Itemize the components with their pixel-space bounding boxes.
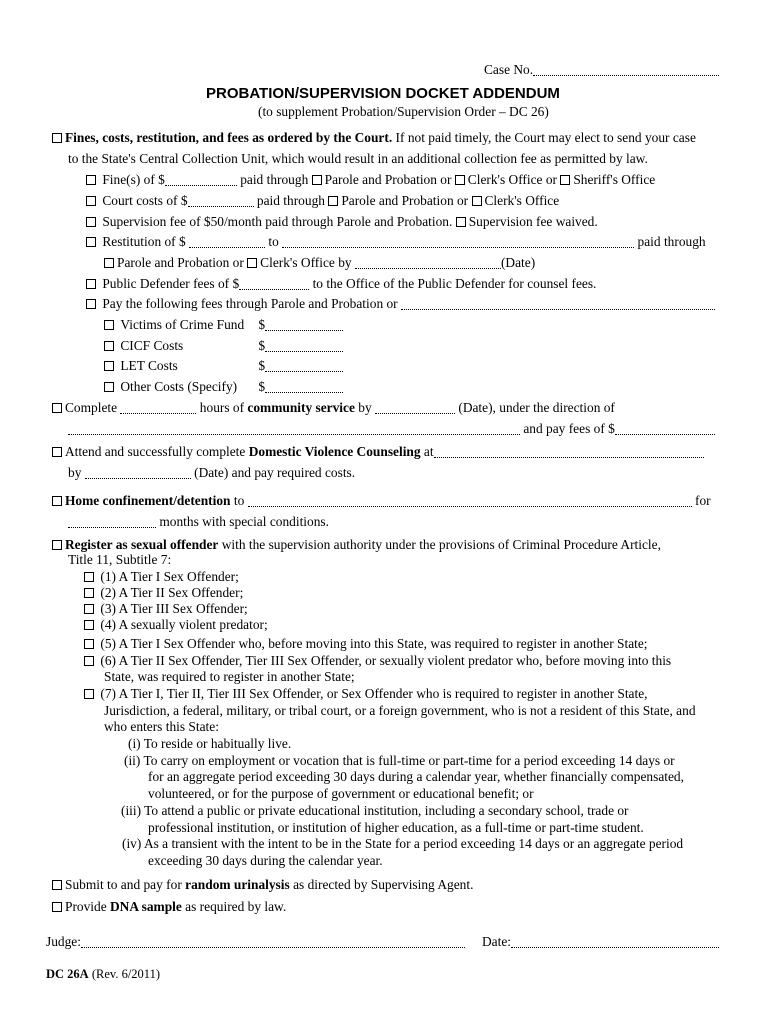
pay-following-checkbox[interactable] — [86, 299, 96, 309]
urinalysis-checkbox[interactable] — [52, 880, 62, 890]
restitution-amount-field[interactable] — [189, 236, 265, 248]
community-service-label: community service — [247, 400, 355, 415]
counseling-location-field[interactable] — [434, 446, 704, 458]
pay-following-row — [86, 296, 715, 312]
fines-heading: Fines, costs, restitution, and fees as ordered by the Court. — [65, 130, 393, 145]
tier-item-cont: State, was required to register in another State; — [104, 669, 355, 684]
pay-following-field[interactable] — [401, 298, 715, 310]
date-row — [482, 934, 719, 950]
page-title: PROBATION/SUPERVISION DOCKET ADDENDUM — [206, 85, 560, 102]
sub-item-cont: for an aggregate period exceeding 30 days during a calendar year, whether financially compensated, — [148, 769, 684, 784]
tier-checkbox[interactable] — [84, 689, 94, 699]
dna-row — [52, 899, 286, 915]
fines-text: If not paid timely, the Court may elect to send your case — [392, 130, 696, 145]
register-row — [52, 537, 661, 553]
tier-item — [84, 617, 268, 633]
domestic-checkbox[interactable] — [52, 447, 62, 457]
domestic-violence-label: Domestic Violence Counseling — [248, 444, 421, 459]
cicf-checkbox[interactable] — [104, 341, 114, 351]
judge-field[interactable] — [81, 936, 465, 948]
supervision-waived-checkbox[interactable] — [456, 217, 466, 227]
tier-item — [84, 686, 648, 702]
tier-checkbox[interactable] — [84, 639, 94, 649]
judge-row — [46, 934, 465, 950]
fines-checkbox[interactable] — [52, 133, 62, 143]
tier-item — [84, 653, 671, 669]
tier-label: (2) A Tier II Sex Offender; — [100, 585, 244, 600]
date-label: (Date) — [500, 255, 536, 270]
pay-fees-label: and pay fees of $ — [523, 421, 615, 436]
urinalysis-post: as directed by Supervising Agent. — [293, 877, 474, 892]
tier-item-cont: Jurisdiction, a federal, military, or tribal court, or a foreign government, who is not a resident of this State, and — [104, 703, 696, 718]
parole-checkbox[interactable] — [104, 258, 114, 268]
tier-item — [84, 601, 248, 617]
parole-label: Parole and Probation or — [117, 255, 244, 270]
clerk-checkbox[interactable] — [472, 196, 482, 206]
dollar-sign: $ — [258, 338, 266, 353]
public-defender-field[interactable] — [239, 278, 309, 290]
paid-through-label: paid through — [637, 234, 706, 249]
court-costs-checkbox[interactable] — [86, 196, 96, 206]
clerk-checkbox[interactable] — [247, 258, 257, 268]
let-field[interactable] — [265, 360, 343, 372]
tier-item — [84, 569, 239, 585]
public-defender-text: to the Office of the Public Defender for counsel fees. — [312, 276, 597, 291]
domestic-row — [52, 444, 704, 460]
fines-text-line2: to the State's Central Collection Unit, which would result in an additional collection fee as permitted by law. — [68, 151, 648, 166]
tier-label: (7) A Tier I, Tier II, Tier III Sex Offender, or Sex Offender who is required to register in another State, — [100, 686, 648, 701]
urinalysis-row — [52, 877, 473, 893]
hours-of-label: hours of — [199, 400, 245, 415]
cicf-field[interactable] — [265, 340, 343, 352]
let-checkbox[interactable] — [104, 361, 114, 371]
community-fees-field[interactable] — [615, 423, 715, 435]
date-field[interactable] — [511, 936, 719, 948]
dollar-sign: $ — [258, 317, 266, 332]
parole-label: Parole and Probation or — [341, 193, 469, 208]
tier-checkbox[interactable] — [84, 572, 94, 582]
victims-row — [104, 317, 343, 333]
months-field[interactable] — [68, 516, 156, 528]
other-costs-label: Other Costs (Specify) — [120, 379, 238, 394]
clerk-checkbox[interactable] — [455, 175, 465, 185]
restitution-checkbox[interactable] — [86, 237, 96, 247]
register-checkbox[interactable] — [52, 540, 62, 550]
tier-item-cont: who enters this State: — [104, 719, 219, 734]
pay-following-label: Pay the following fees through Parole and Probation or — [102, 296, 398, 311]
victims-field[interactable] — [265, 319, 343, 331]
hours-field[interactable] — [120, 402, 196, 414]
form-revision: (Rev. 6/2011) — [91, 967, 161, 981]
paid-through-label: paid through — [240, 172, 309, 187]
home-row2 — [68, 514, 329, 530]
tier-item — [84, 636, 648, 652]
clerk-by-label: Clerk's Office by — [260, 255, 352, 270]
sub-item-cont: volunteered, or for the purpose of government or educational benefit; or — [148, 786, 534, 801]
community-checkbox[interactable] — [52, 403, 62, 413]
case-no-label: Case No. — [484, 62, 534, 77]
cicf-row — [104, 338, 343, 354]
cicf-label: CICF Costs — [120, 338, 184, 353]
domestic-date-field[interactable] — [85, 467, 191, 479]
public-defender-label: Public Defender fees of $ — [102, 276, 240, 291]
community-date-field[interactable] — [375, 402, 455, 414]
home-confinement-label: Home confinement/detention — [65, 493, 231, 508]
page-subtitle: (to supplement Probation/Supervision Order – DC 26) — [258, 104, 549, 119]
sheriff-label: Sheriff's Office — [573, 172, 656, 187]
restitution-row — [86, 234, 722, 250]
clerk-label: Clerk's Office — [484, 193, 560, 208]
date-direction-label: (Date), under the direction of — [458, 400, 615, 415]
for-label: for — [695, 493, 711, 508]
home-location-field[interactable] — [248, 495, 692, 507]
sub-item: (ii) To carry on employment or vocation that is full-time or part-time for a period exceeding 14 days or — [124, 753, 675, 768]
sub-item: (iv) As a transient with the intent to be in the State for a period exceeding 14 days or an aggregate period — [122, 836, 684, 851]
judge-label: Judge: — [46, 934, 81, 949]
home-checkbox[interactable] — [52, 496, 62, 506]
dna-post: as required by law. — [185, 899, 287, 914]
tier-label: (4) A sexually violent predator; — [100, 617, 268, 632]
restitution-row2 — [104, 255, 535, 271]
let-row — [104, 358, 343, 374]
domestic-rest-label: (Date) and pay required costs. — [194, 465, 356, 480]
register-label: Register as sexual offender — [65, 537, 219, 552]
urinalysis-label: random urinalysis — [185, 877, 290, 892]
restitution-label: Restitution of $ — [102, 234, 186, 249]
direction-field[interactable] — [68, 423, 520, 435]
other-costs-field[interactable] — [265, 381, 343, 393]
parole-checkbox[interactable] — [328, 196, 338, 206]
parole-label: Parole and Probation or — [324, 172, 452, 187]
to-label: to — [233, 493, 245, 508]
register-text: with the supervision authority under the provisions of Criminal Procedure Article, — [221, 537, 661, 552]
sheriff-checkbox[interactable] — [560, 175, 570, 185]
form-id: DC 26A — [46, 967, 89, 981]
dollar-sign: $ — [258, 379, 266, 394]
victims-checkbox[interactable] — [104, 320, 114, 330]
dna-pre: Provide — [65, 899, 107, 914]
dollar-sign: $ — [258, 358, 266, 373]
court-costs-row — [86, 193, 559, 209]
restitution-recipient-field[interactable] — [282, 236, 634, 248]
tier-label: (3) A Tier III Sex Offender; — [100, 601, 248, 616]
by-label: by — [68, 465, 82, 480]
attend-label: Attend and successfully complete — [65, 444, 246, 459]
tier-checkbox[interactable] — [84, 604, 94, 614]
register-line2: Title 11, Subtitle 7: — [68, 552, 172, 567]
dna-checkbox[interactable] — [52, 902, 62, 912]
fine-checkbox[interactable] — [86, 175, 96, 185]
tier-checkbox[interactable] — [84, 588, 94, 598]
public-defender-checkbox[interactable] — [86, 279, 96, 289]
fine-label: Fine(s) of $ — [102, 172, 165, 187]
clerk-label: Clerk's Office or — [467, 172, 557, 187]
court-costs-label: Court costs of $ — [102, 193, 188, 208]
other-costs-row — [104, 379, 343, 395]
to-label: to — [268, 234, 279, 249]
domestic-row2 — [68, 465, 355, 481]
sub-item-cont: professional institution, or institution of higher education, as a full-time or part-time student. — [148, 820, 644, 835]
sub-item: (i) To reside or habitually live. — [128, 736, 292, 751]
form-number — [46, 966, 160, 982]
paid-through-label: paid through — [256, 193, 325, 208]
dna-label: DNA sample — [110, 899, 182, 914]
community-row — [52, 400, 615, 416]
community-row2 — [68, 421, 715, 437]
supervision-fee-label: Supervision fee of $50/month paid through Parole and Probation. — [102, 214, 453, 229]
case-no-field[interactable] — [533, 64, 719, 76]
restitution-date-field[interactable] — [355, 257, 501, 269]
tier-checkbox[interactable] — [84, 620, 94, 630]
tier-label: (5) A Tier I Sex Offender who, before moving into this State, was required to register in another State; — [100, 636, 648, 651]
sub-item-cont: exceeding 30 days during the calendar year. — [148, 853, 383, 868]
sub-item: (iii) To attend a public or private educational institution, including a secondary school, trade or — [121, 803, 629, 818]
public-defender-row — [86, 276, 596, 292]
at-label: at — [423, 444, 434, 459]
months-label: months with special conditions. — [159, 514, 329, 529]
date-label: Date: — [482, 934, 511, 949]
parole-checkbox[interactable] — [312, 175, 322, 185]
case-no-row — [484, 62, 719, 78]
by-label: by — [358, 400, 372, 415]
tier-label: (6) A Tier II Sex Offender, Tier III Sex Offender, or sexually violent predator who, before moving into this — [100, 653, 672, 668]
other-costs-checkbox[interactable] — [104, 382, 114, 392]
tier-checkbox[interactable] — [84, 656, 94, 666]
supervision-fee-checkbox[interactable] — [86, 217, 96, 227]
court-costs-field[interactable] — [188, 195, 254, 207]
let-label: LET Costs — [120, 358, 178, 373]
fines-row — [52, 130, 696, 146]
complete-label: Complete — [65, 400, 118, 415]
supervision-row — [86, 214, 598, 230]
supervision-waived-label: Supervision fee waived. — [468, 214, 598, 229]
victims-label: Victims of Crime Fund — [120, 317, 245, 332]
tier-label: (1) A Tier I Sex Offender; — [100, 569, 239, 584]
fine-amount-field[interactable] — [165, 174, 237, 186]
fine-row — [86, 172, 655, 188]
home-row — [52, 493, 724, 509]
tier-item — [84, 585, 243, 601]
urinalysis-pre: Submit to and pay for — [65, 877, 182, 892]
